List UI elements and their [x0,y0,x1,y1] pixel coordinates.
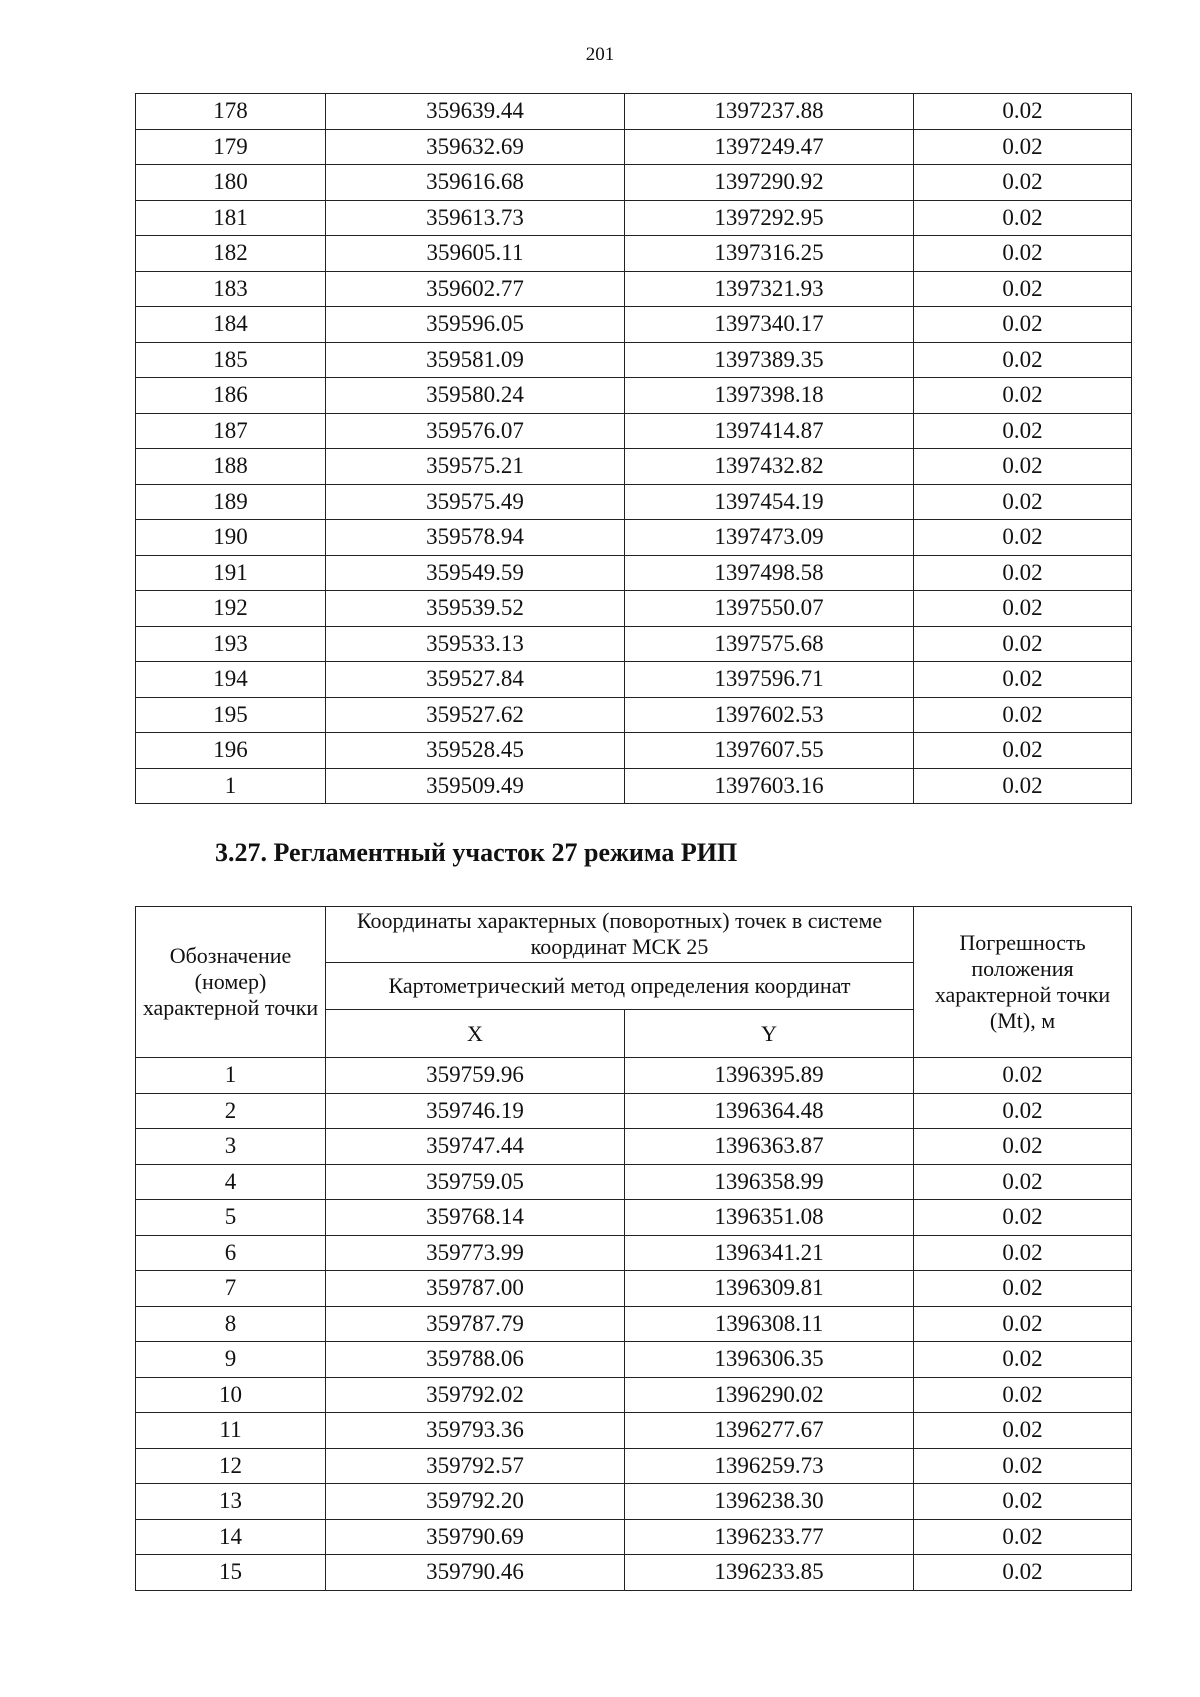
error-cell: 0.02 [914,413,1132,449]
y-coordinate-cell: 1397603.16 [625,768,914,804]
y-coordinate-cell: 1396309.81 [625,1271,914,1307]
point-number-cell: 191 [136,555,326,591]
point-number-cell: 13 [136,1484,326,1520]
x-coordinate-cell: 359575.49 [326,484,625,520]
point-number-cell: 7 [136,1271,326,1307]
error-cell: 0.02 [914,1200,1132,1236]
y-coordinate-cell: 1397607.55 [625,733,914,769]
error-cell: 0.02 [914,94,1132,130]
y-coordinate-cell: 1397432.82 [625,449,914,485]
error-cell: 0.02 [914,129,1132,165]
error-cell: 0.02 [914,378,1132,414]
y-coordinate-cell: 1396341.21 [625,1235,914,1271]
coordinates-table [135,906,1132,1591]
y-coordinate-cell: 1396364.48 [625,1093,914,1129]
error-cell: 0.02 [914,1164,1132,1200]
x-coordinate-cell: 359581.09 [326,342,625,378]
table-row [136,94,1132,130]
error-cell: 0.02 [914,768,1132,804]
y-coordinate-cell: 1396290.02 [625,1377,914,1413]
error-cell: 0.02 [914,1306,1132,1342]
x-coordinate-cell: 359580.24 [326,378,625,414]
error-cell: 0.02 [914,1448,1132,1484]
table-row [136,1093,1132,1129]
x-coordinate-cell: 359787.00 [326,1271,625,1307]
table-row [136,413,1132,449]
y-coordinate-cell: 1397292.95 [625,200,914,236]
table-row [136,484,1132,520]
table-row [136,1271,1132,1307]
table-row [136,768,1132,804]
y-coordinate-cell: 1397498.58 [625,555,914,591]
error-cell: 0.02 [914,1555,1132,1591]
header-designation: Обозначение (номер) характерной точки [136,907,326,1058]
point-number-cell: 3 [136,1129,326,1165]
header-x: X [326,1010,625,1058]
y-coordinate-cell: 1397316.25 [625,236,914,272]
table-row [136,1448,1132,1484]
x-coordinate-cell: 359527.84 [326,662,625,698]
point-number-cell: 178 [136,94,326,130]
y-coordinate-cell: 1397596.71 [625,662,914,698]
x-coordinate-cell: 359792.57 [326,1448,625,1484]
error-cell: 0.02 [914,165,1132,201]
table-row [136,449,1132,485]
y-coordinate-cell: 1397398.18 [625,378,914,414]
y-coordinate-cell: 1396259.73 [625,1448,914,1484]
table-row [136,1306,1132,1342]
point-number-cell: 195 [136,697,326,733]
y-coordinate-cell: 1397389.35 [625,342,914,378]
point-number-cell: 4 [136,1164,326,1200]
point-number-cell: 11 [136,1413,326,1449]
y-coordinate-cell: 1397249.47 [625,129,914,165]
x-coordinate-cell: 359576.07 [326,413,625,449]
coordinates-table-continued [135,93,1132,804]
point-number-cell: 1 [136,768,326,804]
point-number-cell: 184 [136,307,326,343]
x-coordinate-cell: 359539.52 [326,591,625,627]
y-coordinate-cell: 1397290.92 [625,165,914,201]
table-row [136,1413,1132,1449]
table-row [136,1342,1132,1378]
y-coordinate-cell: 1396306.35 [625,1342,914,1378]
page-number: 201 [585,44,615,65]
error-cell: 0.02 [914,697,1132,733]
y-coordinate-cell: 1397321.93 [625,271,914,307]
error-cell: 0.02 [914,484,1132,520]
point-number-cell: 183 [136,271,326,307]
point-number-cell: 182 [136,236,326,272]
x-coordinate-cell: 359509.49 [326,768,625,804]
point-number-cell: 10 [136,1377,326,1413]
x-coordinate-cell: 359746.19 [326,1093,625,1129]
table-row [136,626,1132,662]
point-number-cell: 186 [136,378,326,414]
error-cell: 0.02 [914,1342,1132,1378]
x-coordinate-cell: 359605.11 [326,236,625,272]
error-cell: 0.02 [914,1377,1132,1413]
point-number-cell: 188 [136,449,326,485]
error-cell: 0.02 [914,591,1132,627]
x-coordinate-cell: 359533.13 [326,626,625,662]
y-coordinate-cell: 1397237.88 [625,94,914,130]
error-cell: 0.02 [914,200,1132,236]
y-coordinate-cell: 1396308.11 [625,1306,914,1342]
error-cell: 0.02 [914,626,1132,662]
error-cell: 0.02 [914,1519,1132,1555]
table-row [136,1129,1132,1165]
table-row [136,733,1132,769]
error-cell: 0.02 [914,236,1132,272]
x-coordinate-cell: 359790.69 [326,1519,625,1555]
y-coordinate-cell: 1397550.07 [625,591,914,627]
error-cell: 0.02 [914,271,1132,307]
point-number-cell: 187 [136,413,326,449]
table-row [136,129,1132,165]
x-coordinate-cell: 359616.68 [326,165,625,201]
x-coordinate-cell: 359792.20 [326,1484,625,1520]
y-coordinate-cell: 1396277.67 [625,1413,914,1449]
table-row [136,520,1132,556]
point-number-cell: 196 [136,733,326,769]
error-cell: 0.02 [914,1058,1132,1094]
y-coordinate-cell: 1397340.17 [625,307,914,343]
table-header [136,907,1132,1058]
table-row [136,307,1132,343]
x-coordinate-cell: 359578.94 [326,520,625,556]
y-coordinate-cell: 1397454.19 [625,484,914,520]
y-coordinate-cell: 1397602.53 [625,697,914,733]
point-number-cell: 5 [136,1200,326,1236]
y-coordinate-cell: 1396233.77 [625,1519,914,1555]
error-cell: 0.02 [914,555,1132,591]
x-coordinate-cell: 359773.99 [326,1235,625,1271]
error-cell: 0.02 [914,733,1132,769]
x-coordinate-cell: 359788.06 [326,1342,625,1378]
point-number-cell: 185 [136,342,326,378]
table-row [136,1377,1132,1413]
table-row [136,200,1132,236]
point-number-cell: 193 [136,626,326,662]
error-cell: 0.02 [914,449,1132,485]
table-row [136,236,1132,272]
error-cell: 0.02 [914,342,1132,378]
header-y: Y [625,1010,914,1058]
y-coordinate-cell: 1396351.08 [625,1200,914,1236]
y-coordinate-cell: 1396238.30 [625,1484,914,1520]
table-row [136,1235,1132,1271]
y-coordinate-cell: 1396395.89 [625,1058,914,1094]
point-number-cell: 179 [136,129,326,165]
point-number-cell: 189 [136,484,326,520]
table-row [136,1164,1132,1200]
point-number-cell: 2 [136,1093,326,1129]
point-number-cell: 194 [136,662,326,698]
table-row [136,342,1132,378]
x-coordinate-cell: 359575.21 [326,449,625,485]
header-method: Картометрический метод определения координат [326,962,914,1010]
coordinates-table-body [136,1058,1132,1591]
table-row [136,555,1132,591]
x-coordinate-cell: 359549.59 [326,555,625,591]
table-row [136,1200,1132,1236]
point-number-cell: 180 [136,165,326,201]
table-row [136,165,1132,201]
section-heading: 3.27. Регламентный участок 27 режима РИП [215,838,738,867]
table-row [136,378,1132,414]
header-error: Погрешность положения характерной точки (Mt), м [914,907,1132,1058]
point-number-cell: 181 [136,200,326,236]
point-number-cell: 8 [136,1306,326,1342]
error-cell: 0.02 [914,662,1132,698]
x-coordinate-cell: 359792.02 [326,1377,625,1413]
table-row [136,697,1132,733]
y-coordinate-cell: 1396358.99 [625,1164,914,1200]
x-coordinate-cell: 359596.05 [326,307,625,343]
y-coordinate-cell: 1397473.09 [625,520,914,556]
table-row [136,271,1132,307]
y-coordinate-cell: 1396363.87 [625,1129,914,1165]
point-number-cell: 6 [136,1235,326,1271]
x-coordinate-cell: 359639.44 [326,94,625,130]
x-coordinate-cell: 359632.69 [326,129,625,165]
x-coordinate-cell: 359793.36 [326,1413,625,1449]
x-coordinate-cell: 359768.14 [326,1200,625,1236]
x-coordinate-cell: 359790.46 [326,1555,625,1591]
y-coordinate-cell: 1397414.87 [625,413,914,449]
x-coordinate-cell: 359759.05 [326,1164,625,1200]
table-row [136,1484,1132,1520]
x-coordinate-cell: 359528.45 [326,733,625,769]
table-row [136,1058,1132,1094]
header-coordinates-title: Координаты характерных (поворотных) точек в системе координат МСК 25 [326,907,914,963]
y-coordinate-cell: 1396233.85 [625,1555,914,1591]
error-cell: 0.02 [914,1235,1132,1271]
point-number-cell: 1 [136,1058,326,1094]
x-coordinate-cell: 359759.96 [326,1058,625,1094]
error-cell: 0.02 [914,1129,1132,1165]
error-cell: 0.02 [914,307,1132,343]
table-row [136,1555,1132,1591]
table-row [136,591,1132,627]
y-coordinate-cell: 1397575.68 [625,626,914,662]
point-number-cell: 12 [136,1448,326,1484]
x-coordinate-cell: 359747.44 [326,1129,625,1165]
error-cell: 0.02 [914,1093,1132,1129]
point-number-cell: 15 [136,1555,326,1591]
x-coordinate-cell: 359613.73 [326,200,625,236]
point-number-cell: 14 [136,1519,326,1555]
error-cell: 0.02 [914,1484,1132,1520]
error-cell: 0.02 [914,520,1132,556]
error-cell: 0.02 [914,1271,1132,1307]
point-number-cell: 190 [136,520,326,556]
error-cell: 0.02 [914,1413,1132,1449]
x-coordinate-cell: 359787.79 [326,1306,625,1342]
table-row [136,662,1132,698]
x-coordinate-cell: 359602.77 [326,271,625,307]
table-row [136,1519,1132,1555]
x-coordinate-cell: 359527.62 [326,697,625,733]
point-number-cell: 192 [136,591,326,627]
point-number-cell: 9 [136,1342,326,1378]
coordinates-table-body [136,94,1132,804]
